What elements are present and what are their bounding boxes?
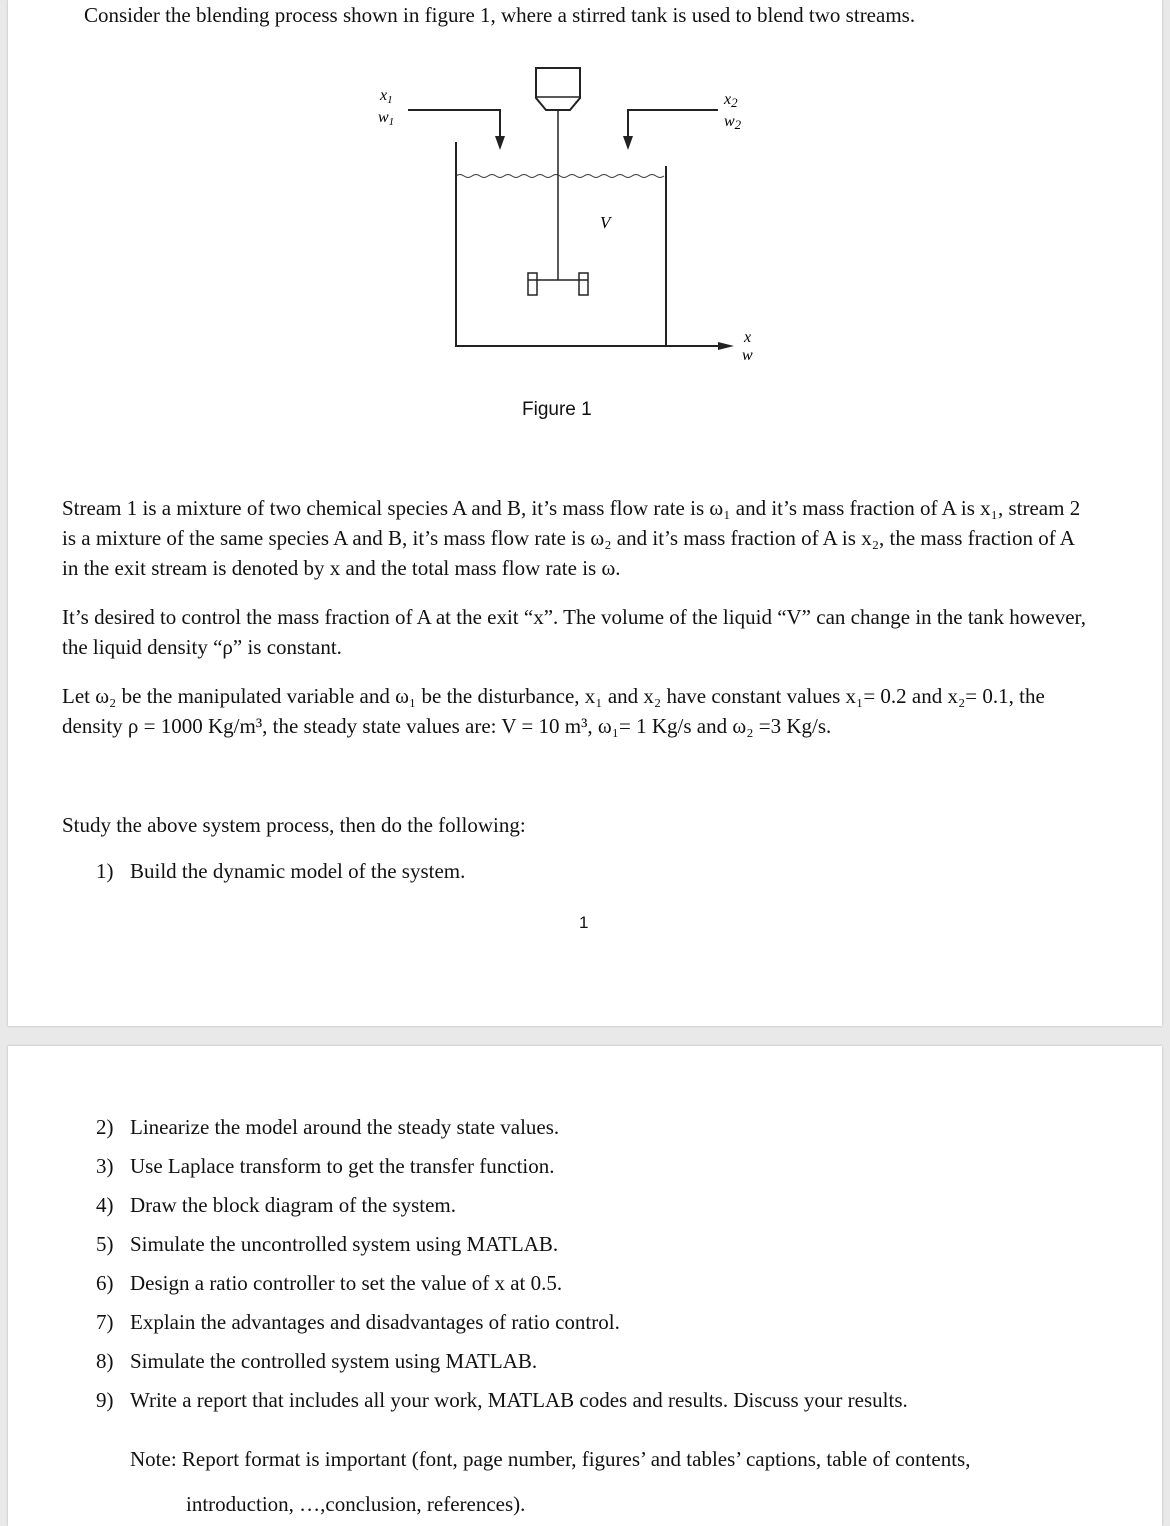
list-item-text: Simulate the controlled system using MATLAB. [130,1349,538,1373]
list-item-number: 4) [96,1193,114,1217]
list-item [96,852,465,891]
study-instruction: Study the above system process, then do the following: [62,813,526,837]
motor-shape [536,68,580,110]
paragraph-parameters: Let ω₂ be the manipulated variable and ω₁ be the disturbance, x₁ and x₂ have constant values x₁= 0.2 and x₂= 0.1, the density ρ = 1000 Kg/m³, the steady state values are: V = 10 m³, ω₁= 1 Kg/s and ω₂ =3 Kg/s. [62,684,1045,738]
list-item [96,1225,908,1264]
document-page-1 [8,0,1162,1026]
report-note-line-2: introduction, …,conclusion, references). [186,1492,526,1516]
inlet-2-pipe [628,110,718,138]
liquid-surface [456,175,664,178]
task-list-page-1 [96,852,465,891]
inlet-1-pipe [408,110,500,138]
inlet-1-arrow [495,136,505,150]
list-item-number: 3) [96,1154,114,1178]
inlet-1-x-label: x1 [380,87,393,106]
impeller-right-blade [579,273,588,295]
list-item [96,1264,908,1303]
page-number: 1 [579,913,589,932]
figure-caption: Figure 1 [522,399,592,420]
paragraph-control-objective: It’s desired to control the mass fraction of A at the exit “x”. The volume of the liquid “V” can change in the tank however, the liquid density “ρ” is constant. [62,605,1086,659]
list-item-text: Linearize the model around the steady state values. [130,1115,560,1139]
list-item-text: Write a report that includes all your work, MATLAB codes and results. Discuss your results. [130,1388,908,1412]
intro-text: Consider the blending process shown in figure 1, where a stirred tank is used to blend two streams. [84,3,916,27]
document-page-2 [8,1046,1162,1526]
list-item [96,1342,908,1381]
outlet-arrow [718,342,734,350]
list-item-text: Use Laplace transform to get the transfer function. [130,1154,555,1178]
list-item [96,1186,908,1225]
list-item-number: 1) [96,859,114,883]
list-item-text: Draw the block diagram of the system. [130,1193,456,1217]
list-item-text: Design a ratio controller to set the value of x at 0.5. [130,1271,563,1295]
blending-tank-figure [348,60,788,370]
list-item-number: 6) [96,1271,114,1295]
paragraph-streams: Stream 1 is a mixture of two chemical species A and B, it’s mass flow rate is ω₁ and it’s mass fraction of A is x₁, stream 2 is a mixture of the same species A and B, it’s mass flow rate is ω₂ and it’s mass fraction of A is x₂, the mass fraction of A in the exit stream is denoted by x and the total mass flow rate is ω. [62,496,1081,580]
inlet-2-w-label: w2 [724,113,742,132]
list-item-number: 9) [96,1388,114,1412]
list-item-number: 8) [96,1349,114,1373]
task-list-page-2 [96,1108,908,1420]
inlet-1-w-label: w1 [378,109,395,128]
impeller-left-blade [528,273,537,295]
list-item-text: Explain the advantages and disadvantages of ratio control. [130,1310,620,1334]
inlet-2-x-label: x2 [724,91,738,110]
inlet-2-arrow [623,136,633,150]
list-item [96,1303,908,1342]
list-item-number: 2) [96,1115,114,1139]
list-item-text: Simulate the uncontrolled system using MATLAB. [130,1232,559,1256]
list-item [96,1381,908,1420]
volume-label: V [600,213,611,232]
list-item-text: Build the dynamic model of the system. [130,859,466,883]
outlet-w-label: w [742,347,753,364]
list-item [96,1147,908,1186]
outlet-x-label: x [744,329,752,346]
list-item [96,1108,908,1147]
tank-wall-left-bottom [456,142,718,346]
report-note-line-1: Note: Report format is important (font, page number, figures’ and tables’ captions, table of contents, [130,1447,971,1471]
list-item-number: 5) [96,1232,114,1256]
list-item-number: 7) [96,1310,114,1334]
